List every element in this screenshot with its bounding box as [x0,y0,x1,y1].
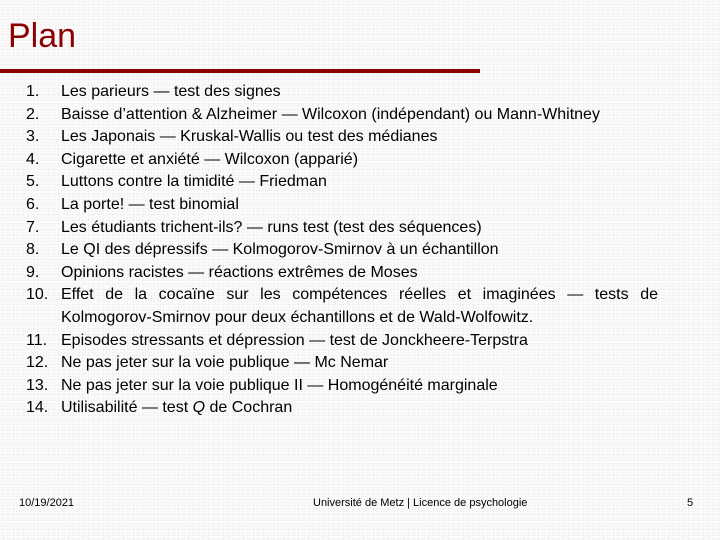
item-text: Ne pas jeter sur la voie publique II — Homogénéité marginale [61,376,498,394]
footer-center: Université de Metz | Licence de psychologie [313,497,528,509]
item-number: 2. [26,105,40,123]
list-item [26,217,658,240]
list-item [26,262,658,285]
slide-title: Plan [8,17,77,55]
list-item [26,284,658,329]
item-number: 1. [26,83,40,100]
item-number: 10. [26,286,49,304]
list-item [26,352,658,375]
item-text: Episodes stressants et dépression — test de Jonckheere-Terpstra [61,331,528,349]
item-number: 4. [26,150,40,168]
item-text: Le QI des dépressifs — Kolmogorov-Smirnov à un échantillon [61,241,499,259]
list-item [26,375,658,398]
item-number: 11. [26,331,48,349]
item-text: Baisse d’attention & Alzheimer — Wilcoxon (indépendant) ou Mann-Whitney [61,105,600,123]
item-number: 5. [26,173,40,191]
item-text: La porte! — test binomial [61,195,239,213]
item-number: 3. [26,128,40,146]
item-text: Effet de la cocaïne sur les compétences réelles et imaginées — tests de Kolmogorov-Smirnov pour deux échantillons et de Wald-Wolfowitz. [61,286,658,326]
item-text: Cigarette et anxiété — Wilcoxon (apparié) [61,150,359,168]
title-underline [0,69,480,73]
list-item [26,126,658,149]
item-text-italic: Q [192,399,206,417]
list-item [26,330,658,353]
slide-number: 5 [687,497,694,509]
list-item [26,239,658,262]
item-number: 14. [26,399,49,417]
list-item [26,397,658,420]
item-number: 8. [26,241,40,259]
item-text-part: de Cochran [205,399,293,417]
item-text: Ne pas jeter sur la voie publique — Mc Nemar [61,354,389,372]
footer-date: 10/19/2021 [19,497,75,509]
item-text-part: Utilisabilité — test [61,399,193,417]
item-text [61,397,658,420]
item-number: 13. [26,376,49,394]
item-text: Luttons contre la timidité — Friedman [61,173,327,191]
item-number: 7. [26,218,40,236]
list-item [26,104,658,127]
item-number: 6. [26,195,40,213]
item-number: 9. [26,263,40,281]
plan-list [26,81,658,420]
item-number: 12. [26,354,49,372]
item-text: Les étudiants trichent-ils? — runs test (test des séquences) [61,218,482,236]
list-item [26,149,658,172]
list-item [26,194,658,217]
list-item [26,171,658,194]
item-text: Les Japonais — Kruskal-Wallis ou test des médianes [61,128,438,146]
item-text: Les parieurs — test des signes [61,83,281,100]
list-item [26,81,658,104]
item-text: Opinions racistes — réactions extrêmes de Moses [61,263,418,281]
